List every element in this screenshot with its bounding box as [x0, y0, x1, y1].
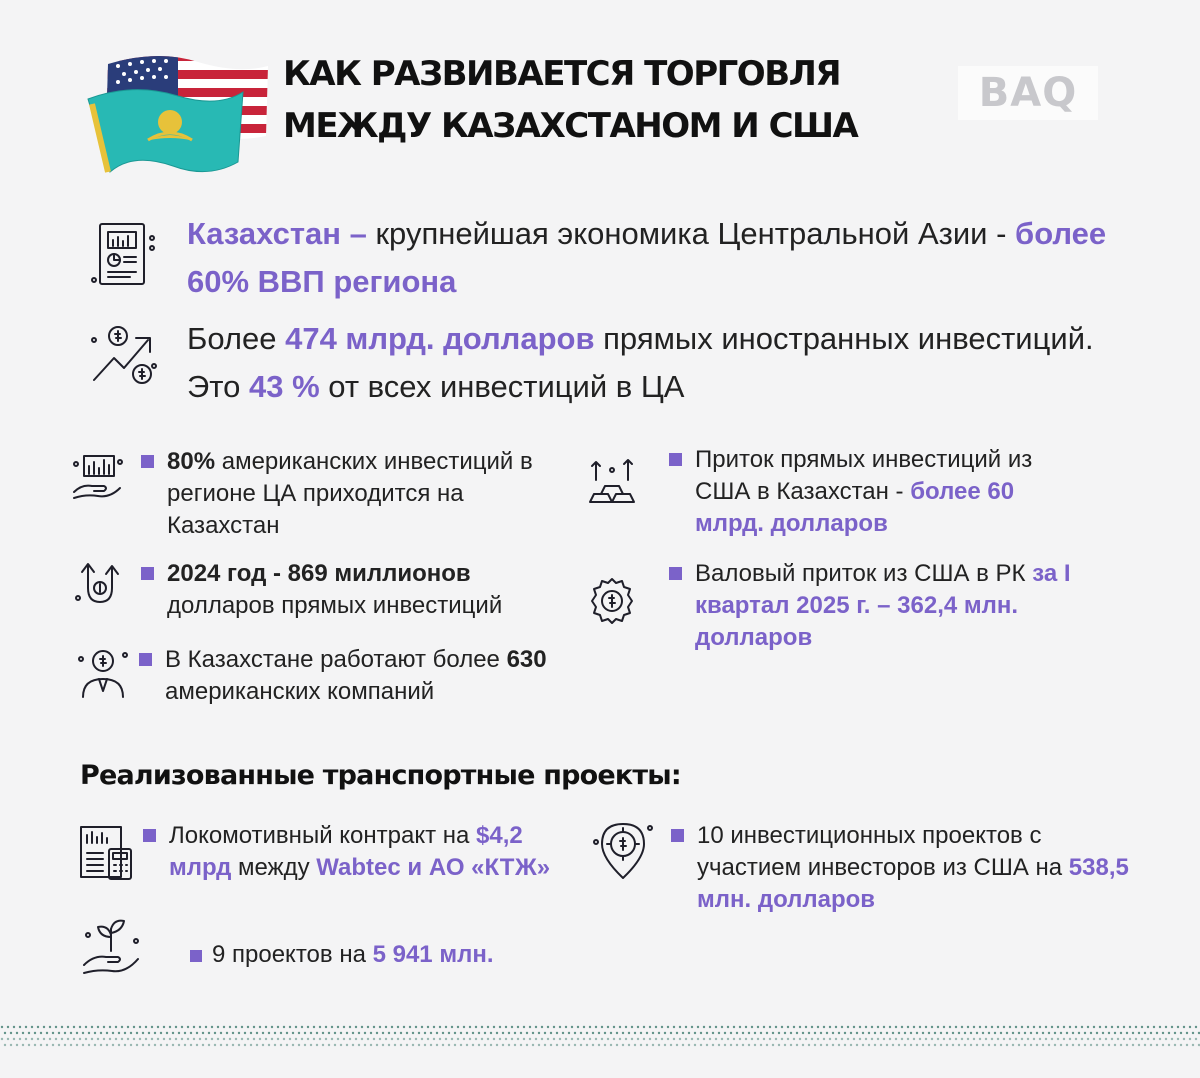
locomotive-text-2: между — [231, 854, 317, 881]
bullet-marker — [190, 950, 202, 962]
gear-dollar-icon — [584, 573, 640, 629]
title-line-1: КАК РАЗВИВАЕТСЯ ТОРГОВЛЯ — [283, 54, 841, 94]
kazakhstan-highlight: Казахстан – — [187, 216, 367, 251]
bullet-marker — [141, 455, 154, 468]
gross-inflow-value: за I квартал 2025 г. – 362,4 млн. долларов — [695, 560, 1071, 651]
gdp-share-highlight: более 60% ВВП региона — [187, 216, 1107, 299]
transport-section-title: Реализованные транспортные проекты: — [80, 760, 681, 791]
fdi-amount-highlight: 474 млрд. долларов — [285, 321, 595, 356]
locomotive-parties: Wabtec и АО «КТЖ» — [316, 854, 551, 881]
locomotive-contract-bullet — [143, 820, 583, 884]
investment-2024-bullet — [141, 558, 581, 622]
investment-2024-value: 2024 год - 869 миллионов — [167, 560, 471, 587]
american-share-text: американских инвестиций в регионе ЦА приходится на Казахстан — [167, 448, 533, 539]
investment-projects-text: 10 инвестиционных проектов с участием инвесторов из США на — [697, 822, 1069, 881]
fdi-text-2: прямых иностранных инвестиций. Это — [187, 321, 1094, 404]
gold-bars-icon — [584, 452, 640, 508]
companies-bullet — [139, 644, 579, 708]
bullet-marker — [139, 653, 152, 666]
projects-nine-bullet — [190, 939, 630, 971]
fdi-statement — [187, 315, 1117, 411]
hand-chart-icon — [70, 448, 126, 504]
investment-growth-icon — [88, 322, 160, 394]
fdi-inflow-text: Приток прямых инвестиций из США в Казахстан - — [695, 446, 1033, 505]
bullet-marker — [669, 567, 682, 580]
economy-statement — [187, 210, 1117, 306]
investment-projects-bullet — [671, 820, 1131, 916]
companies-count: 630 — [506, 646, 547, 673]
calculator-chart-icon — [75, 823, 135, 883]
report-icon — [90, 220, 162, 292]
plant-hand-icon — [80, 915, 142, 977]
gross-inflow-bullet — [669, 558, 1089, 654]
locomotive-amount: $4,2 млрд — [169, 822, 523, 881]
american-share-bullet — [141, 446, 581, 542]
fdi-text-3: от всех инвестиций в ЦА — [319, 369, 685, 404]
location-gear-icon — [592, 818, 654, 882]
title-line-2: МЕЖДУ КАЗАХСТАНОМ И США — [283, 106, 858, 146]
economy-text: крупнейшая экономика Центральной Азии - — [366, 216, 1016, 251]
businessman-icon — [75, 645, 131, 701]
projects-nine-text: 9 проектов на — [212, 941, 373, 968]
flags-icon — [78, 44, 273, 199]
investment-2024-text: долларов прямых инвестиций — [167, 592, 503, 619]
dollar-return-icon — [72, 558, 128, 614]
fdi-share-highlight: 43 % — [249, 369, 320, 404]
american-share-value: 80% — [167, 448, 216, 475]
fdi-text-1: Более — [187, 321, 286, 356]
page-title — [283, 48, 943, 152]
investment-projects-amount: 538,5 млн. долларов — [697, 854, 1129, 913]
gross-inflow-text: Валовый приток из США в РК — [695, 560, 1033, 587]
fdi-inflow-bullet — [669, 444, 1089, 540]
bullet-marker — [671, 829, 684, 842]
locomotive-text-1: Локомотивный контракт на — [169, 822, 477, 849]
brand-logo: BAQ — [958, 66, 1098, 120]
projects-nine-amount: 5 941 млн. — [372, 941, 494, 968]
fdi-inflow-value: более 60 млрд. долларов — [695, 478, 1015, 537]
bullet-marker — [669, 453, 682, 466]
companies-text-1: В Казахстане работают более — [165, 646, 507, 673]
companies-text-2: американских компаний — [165, 678, 435, 705]
dotted-decoration — [0, 1024, 1200, 1050]
bullet-marker — [141, 567, 154, 580]
bullet-marker — [143, 829, 156, 842]
